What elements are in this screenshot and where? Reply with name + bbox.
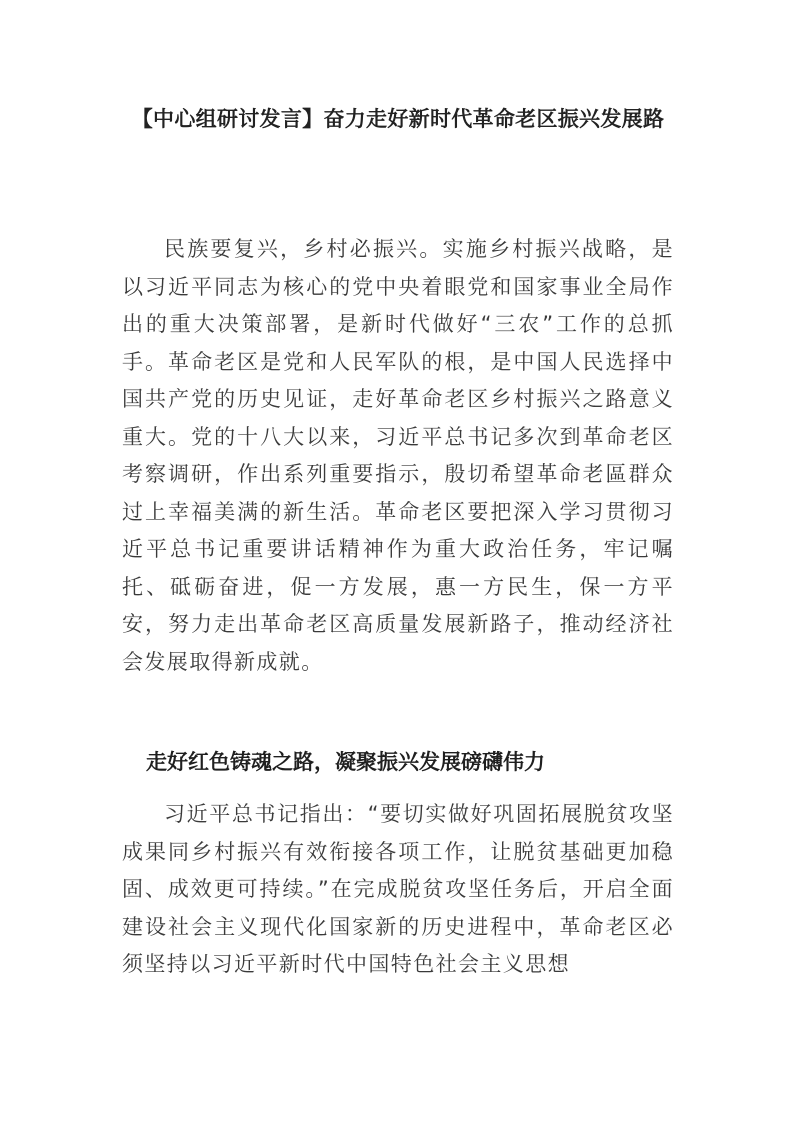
- section-heading: 走好红色铸魂之路，凝聚振兴发展磅礴伟力: [146, 750, 545, 774]
- document-title: 【中心组研讨发言】奋力走好新时代革命老区振兴发展路: [131, 107, 665, 131]
- intro-paragraph: 民族要复兴，乡村必振兴。实施乡村振兴战略，是以习近平同志为核心的党中央着眼党和国家事业全局作出的重大决策部署，是新时代做好“三农”工作的总抓手。革命老区是党和人民军队的根，是中国人民选择中国共产党的历史见证，走好革命老区乡村振兴之路意义重大。党的十八大以来，习近平总书记多次到革命老区考察调研，作出系列重要指示，殷切希望革命老區群众过上幸福美满的新生活。革命老区要把深入学习贯彻习近平总书记重要讲话精神作为重大政治任务，牢记嘱托、砥砺奋进，促一方发展，惠一方民生，保一方平安，努力走出革命老区高质量发展新路子，推动经济社会发展取得新成就。: [122, 237, 674, 674]
- section-paragraph: 习近平总书记指出：“要切实做好巩固拓展脱贫攻坚成果同乡村振兴有效衔接各项工作，让脱贫基础更加稳固、成效更可持续。”在完成脱贫攻坚任务后，开启全面建设社会主义现代化国家新的历史进程中，革命老区必须坚持以习近平新时代中国特色社会主义思想: [122, 802, 674, 976]
